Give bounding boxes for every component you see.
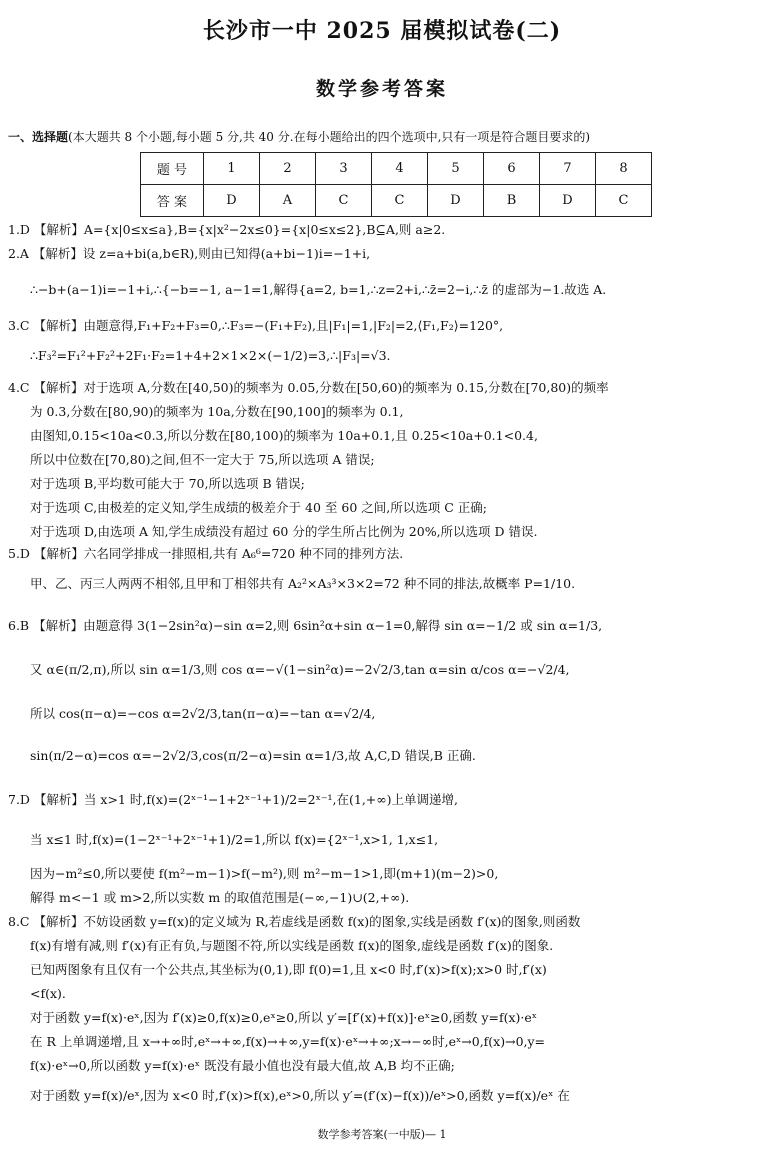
solution-line: 所以 cos(π−α)=−cos α=2√2/3,tan(π−α)=−tan α=√2/4, bbox=[30, 706, 376, 721]
page-title: 长沙市一中 2025 届模拟试卷(二) bbox=[202, 18, 562, 44]
answer-table-answer-row bbox=[141, 185, 652, 217]
answer-table-number-row bbox=[141, 153, 652, 185]
table-cell: B bbox=[484, 185, 540, 217]
solution-line: 解得 m<−1 或 m>2,所以实数 m 的取值范围是(−∞,−1)∪(2,+∞). bbox=[30, 890, 410, 905]
solution-line: 6.B 【解析】由题意得 3(1−2sin²α)−sin α=2,则 6sin²α+sin α−1=0,解得 sin α=−1/2 或 sin α=1/3, bbox=[8, 618, 603, 633]
table-cell: 4 bbox=[372, 153, 428, 185]
table-cell: 6 bbox=[484, 153, 540, 185]
table-cell: D bbox=[540, 185, 596, 217]
table-cell: 7 bbox=[540, 153, 596, 185]
solution-line: ∴−b+(a−1)i=−1+i,∴{−b=−1, a−1=1,解得{a=2, b=1,∴z=2+i,∴z̄=2−i,∴z̄ 的虚部为−1.故选 A. bbox=[30, 282, 607, 297]
table-cell: D bbox=[204, 185, 260, 217]
solution-line: 对于函数 y=f(x)·eˣ,因为 f′(x)≥0,f(x)≥0,eˣ≥0,所以 y′=[f′(x)+f(x)]·eˣ≥0,函数 y=f(x)·eˣ bbox=[30, 1010, 538, 1025]
solution-line: sin(π/2−α)=cos α=−2√2/3,cos(π/2−α)=sin α=1/3,故 A,C,D 错误,B 正确. bbox=[30, 748, 476, 763]
page-subtitle: 数学参考答案 bbox=[315, 78, 448, 100]
table-cell: C bbox=[372, 185, 428, 217]
table-row-label: 题 号 bbox=[141, 153, 204, 185]
page-footer: 数学参考答案(一中版)— 1 bbox=[317, 1128, 447, 1141]
table-cell: D bbox=[428, 185, 484, 217]
solution-line: 8.C 【解析】不妨设函数 y=f(x)的定义域为 R,若虚线是函数 f(x)的图象,实线是函数 f′(x)的图象,则函数 bbox=[8, 914, 581, 929]
solution-line: <f(x). bbox=[30, 986, 66, 1001]
solution-line: f(x)·eˣ→0,所以函数 y=f(x)·eˣ 既没有最小值也没有最大值,故 A,B 均不正确; bbox=[30, 1058, 455, 1073]
solution-line: 1.D 【解析】A={x|0≤x≤a},B={x|x²−2x≤0}={x|0≤x≤2},B⊆A,则 a≥2. bbox=[8, 222, 446, 237]
solution-line: 7.D 【解析】当 x>1 时,f(x)=(2ˣ⁻¹−1+2ˣ⁻¹+1)/2=2ˣ⁻¹,在(1,+∞)上单调递增, bbox=[8, 792, 459, 807]
table-cell: C bbox=[596, 185, 652, 217]
solution-line: 为 0.3,分数在[80,90)的频率为 10a,分数在[90,100]的频率为 0.1, bbox=[30, 404, 404, 419]
solution-line: 3.C 【解析】由题意得,F₁+F₂+F₃=0,∴F₃=−(F₁+F₂),且|F₁|=1,|F₂|=2,⟨F₁,F₂⟩=120°, bbox=[8, 318, 504, 333]
solution-line: 当 x≤1 时,f(x)=(1−2ˣ⁻¹+2ˣ⁻¹+1)/2=1,所以 f(x)={2ˣ⁻¹,x>1, 1,x≤1, bbox=[30, 832, 439, 847]
solution-line: 对于函数 y=f(x)/eˣ,因为 x<0 时,f′(x)>f(x),eˣ>0,所以 y′=(f′(x)−f(x))/eˣ>0,函数 y=f(x)/eˣ 在 bbox=[30, 1088, 570, 1103]
table-cell: A bbox=[260, 185, 316, 217]
solution-line: 所以中位数在[70,80)之间,但不一定大于 75,所以选项 A 错误; bbox=[30, 452, 375, 467]
solution-line: 4.C 【解析】对于选项 A,分数在[40,50)的频率为 0.05,分数在[50,60)的频率为 0.15,分数在[70,80)的频率 bbox=[8, 380, 609, 395]
solution-line: 对于选项 D,由选项 A 知,学生成绩没有超过 60 分的学生所占比例为 20%,所以选项 D 错误. bbox=[30, 524, 538, 539]
table-cell: 5 bbox=[428, 153, 484, 185]
solution-line: ∴F₃²=F₁²+F₂²+2F₁·F₂=1+4+2×1×2×(−1/2)=3,∴|F₃|=√3. bbox=[30, 348, 391, 363]
solution-line: 由图知,0.15<10a<0.3,所以分数在[80,100)的频率为 10a+0.1,且 0.25<10a+0.1<0.4, bbox=[30, 428, 538, 443]
section-label: 一、选择题 bbox=[8, 130, 69, 144]
solution-line: 在 R 上单调递增,且 x→+∞时,eˣ→+∞,f(x)→+∞,y=f(x)·eˣ→+∞;x→−∞时,eˣ→0,f(x)→0,y= bbox=[30, 1034, 546, 1049]
table-row-label: 答 案 bbox=[141, 185, 204, 217]
table-cell: 2 bbox=[260, 153, 316, 185]
solution-line: 对于选项 B,平均数可能大于 70,所以选项 B 错误; bbox=[30, 476, 305, 491]
solution-line: 对于选项 C,由极差的定义知,学生成绩的极差介于 40 至 60 之间,所以选项 C 正确; bbox=[30, 500, 487, 515]
section-heading bbox=[8, 128, 758, 145]
solution-line: 因为−m²≤0,所以要使 f(m²−m−1)>f(−m²),则 m²−m−1>1,即(m+1)(m−2)>0, bbox=[30, 866, 499, 881]
solution-line: 又 α∈(π/2,π),所以 sin α=1/3,则 cos α=−√(1−sin²α)=−2√2/3,tan α=sin α/cos α=−√2/4, bbox=[30, 662, 570, 677]
table-cell: C bbox=[316, 185, 372, 217]
solution-line: 2.A 【解析】设 z=a+bi(a,b∈R),则由已知得(a+bi−1)i=−1+i, bbox=[8, 246, 371, 261]
solution-line: 5.D 【解析】六名同学排成一排照相,共有 A₆⁶=720 种不同的排列方法. bbox=[8, 546, 404, 561]
solution-line: 已知两图象有且仅有一个公共点,其坐标为(0,1),即 f(0)=1,且 x<0 时,f′(x)>f(x);x>0 时,f′(x) bbox=[30, 962, 547, 977]
table-cell: 8 bbox=[596, 153, 652, 185]
section-note: (本大题共 8 个小题,每小题 5 分,共 40 分.在每小题给出的四个选项中,只有一项是符合题目要求的) bbox=[68, 130, 591, 144]
table-cell: 1 bbox=[204, 153, 260, 185]
solution-line: f(x)有增有减,则 f′(x)有正有负,与题图不符,所以实线是函数 f(x)的图象,虚线是函数 f′(x)的图象. bbox=[30, 938, 554, 953]
solution-line: 甲、乙、丙三人两两不相邻,且甲和丁相邻共有 A₂²×A₃³×3×2=72 种不同的排法,故概率 P=1/10. bbox=[30, 576, 576, 591]
answer-table bbox=[140, 152, 652, 217]
table-cell: 3 bbox=[316, 153, 372, 185]
